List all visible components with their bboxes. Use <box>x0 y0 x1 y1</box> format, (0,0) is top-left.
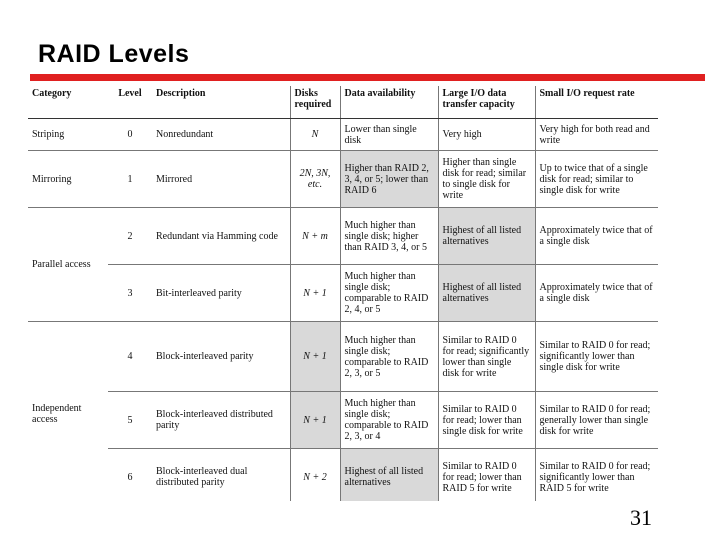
table-row <box>28 208 658 265</box>
header-large-io: Large I/O data transfer capacity <box>438 86 535 119</box>
cell-large-io: Higher than single disk for read; similar to single disk for write <box>438 151 535 208</box>
table-row <box>28 119 658 151</box>
cell-description: Block-interleaved dual distributed parity <box>156 466 248 489</box>
cell-level: 3 <box>108 265 152 322</box>
cell-availability: Much higher than single disk; comparable to RAID 2, 3, or 4 <box>340 392 438 449</box>
page-number: 31 <box>630 505 652 530</box>
table-row <box>28 151 658 208</box>
cell-large-io: Similar to RAID 0 for read; lower than RAID 5 for write <box>438 449 535 502</box>
cell-disks: N + 2 <box>290 449 340 502</box>
cell-level: 4 <box>108 322 152 392</box>
cell-category: Independent access <box>28 322 108 502</box>
raid-table-container <box>28 86 658 501</box>
title-underline <box>30 74 705 81</box>
header-disks: Disks required <box>290 86 340 119</box>
cell-small-io: Approximately twice that of a single disk <box>535 208 658 265</box>
cell-description: Nonredundant <box>152 119 290 151</box>
cell-category: Parallel access <box>28 208 108 322</box>
table-row <box>28 449 658 502</box>
cell-disks: N + 1 <box>290 322 340 392</box>
cell-large-io: Similar to RAID 0 for read; lower than single disk for write <box>438 392 535 449</box>
cell-availability: Highest of all listed alternatives <box>340 449 438 502</box>
slide-title: RAID Levels <box>38 40 190 68</box>
cell-large-io: Highest of all listed alternatives <box>438 265 535 322</box>
cell-small-io: Similar to RAID 0 for read; significantly lower than RAID 5 for write <box>535 449 658 502</box>
cell-large-io: Highest of all listed alternatives <box>438 208 535 265</box>
cell-level: 6 <box>127 471 133 483</box>
cell-availability: Much higher than single disk; comparable to RAID 2, 3, or 5 <box>340 322 438 392</box>
cell-availability: Higher than RAID 2, 3, 4, or 5; lower than RAID 6 <box>340 151 438 208</box>
header-small-io: Small I/O request rate <box>535 86 658 119</box>
cell-disks: N + 1 <box>290 265 340 322</box>
cell-level: 0 <box>108 119 152 151</box>
cell-disks: 2N, 3N, etc. <box>290 151 340 208</box>
cell-availability: Much higher than single disk; comparable to RAID 2, 4, or 5 <box>340 265 438 322</box>
cell-description: Redundant via Hamming code <box>152 208 290 265</box>
cell-large-io: Similar to RAID 0 for read; significantly lower than single disk for write <box>438 322 535 392</box>
table-row <box>28 322 658 392</box>
cell-availability: Lower than single disk <box>340 119 438 151</box>
header-availability: Data availability <box>340 86 438 119</box>
table-row <box>28 392 658 449</box>
cell-category: Striping <box>28 119 108 151</box>
cell-disks: N + 1 <box>290 392 340 449</box>
table-row <box>28 265 658 322</box>
cell-description: Bit-interleaved parity <box>152 265 290 322</box>
cell-small-io: Up to twice that of a single disk for read; similar to single disk for write <box>535 151 658 208</box>
cell-small-io: Similar to RAID 0 for read; generally lower than single disk for write <box>535 392 658 449</box>
cell-description: Block-interleaved parity <box>152 322 290 392</box>
raid-levels-table <box>28 86 658 501</box>
cell-disks: N + m <box>290 208 340 265</box>
cell-description: Block-interleaved distributed parity <box>152 392 290 449</box>
cell-small-io: Similar to RAID 0 for read; significantly lower than single disk for write <box>535 322 658 392</box>
header-description: Description <box>152 86 290 119</box>
cell-disks: N <box>290 119 340 151</box>
cell-small-io: Approximately twice that of a single disk <box>535 265 658 322</box>
cell-large-io: Very high <box>438 119 535 151</box>
cell-level: 1 <box>108 151 152 208</box>
header-level: Level <box>108 86 152 119</box>
header-category: Category <box>28 86 108 119</box>
cell-level: 5 <box>108 392 152 449</box>
cell-availability: Much higher than single disk; higher than RAID 3, 4, or 5 <box>340 208 438 265</box>
cell-category: Mirroring <box>28 151 108 208</box>
table-header-row <box>28 86 658 119</box>
cell-description: Mirrored <box>152 151 290 208</box>
cell-level: 2 <box>108 208 152 265</box>
cell-small-io: Very high for both read and write <box>535 119 658 151</box>
